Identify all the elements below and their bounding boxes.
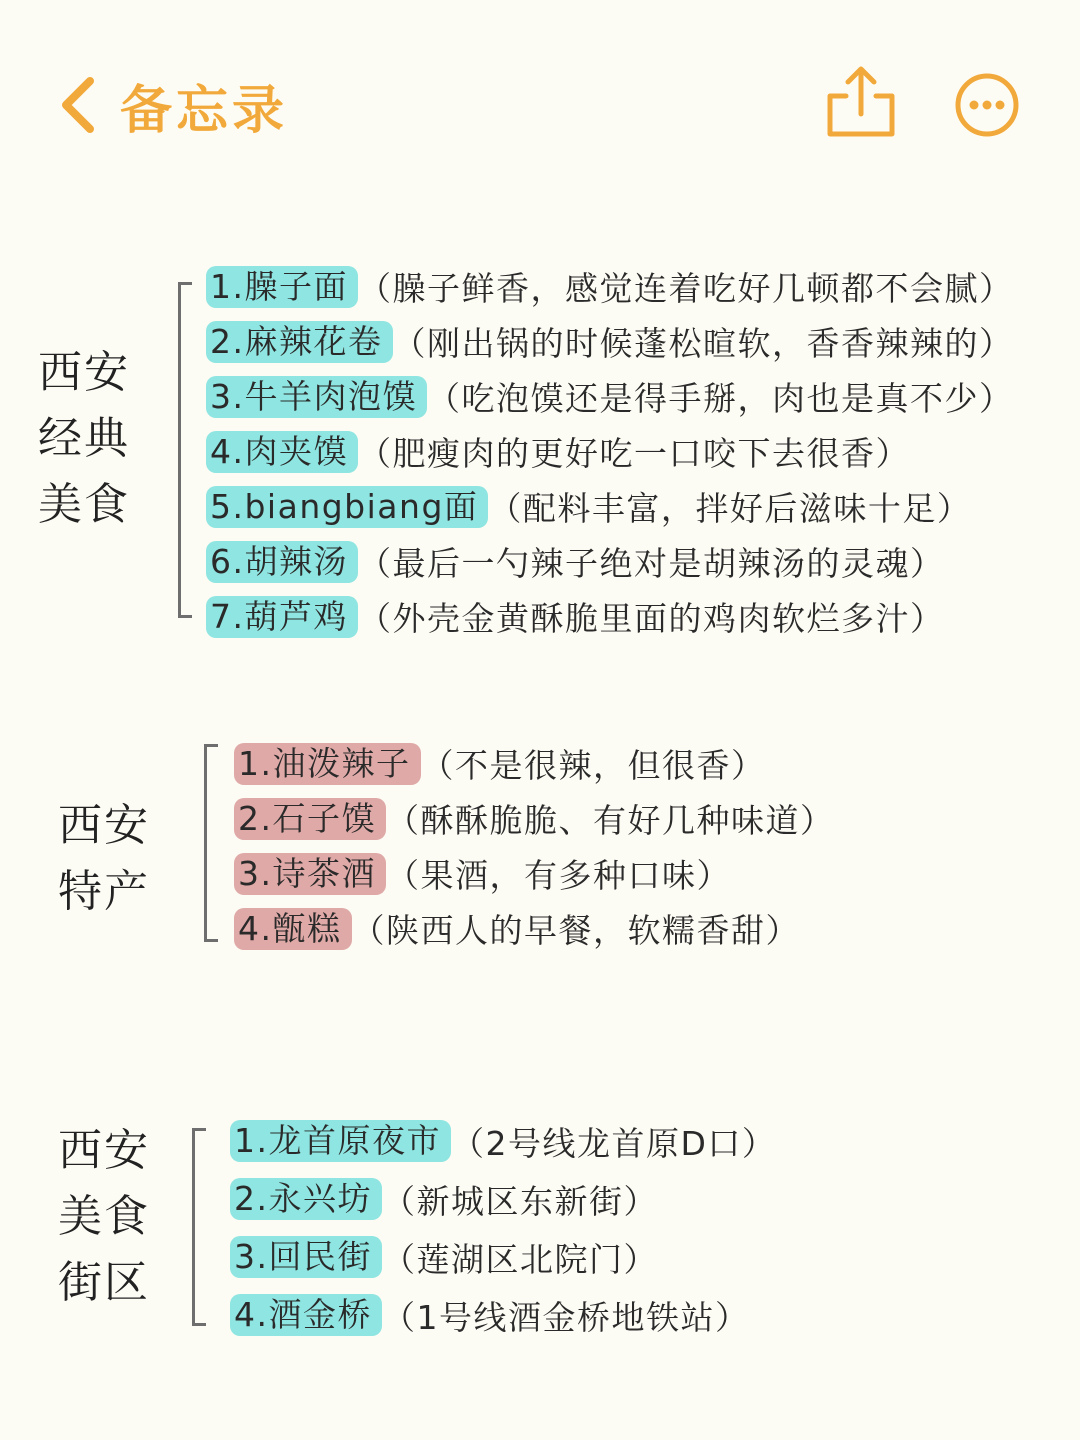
section-title-line: 美食 [38, 479, 130, 530]
section-title-line: 经典 [38, 413, 130, 464]
list-item [230, 1228, 776, 1286]
item-tag: 1.油泼辣子 [234, 743, 421, 785]
item-description: （不是很辣，但很香） [420, 746, 766, 785]
section-title-line: 西安 [58, 800, 150, 851]
more-icon [954, 72, 1020, 138]
item-description: （肥瘦肉的更好吃一口咬下去很香） [358, 434, 910, 473]
section-title [58, 1118, 150, 1316]
item-tag: 1.龙首原夜市 [230, 1120, 451, 1162]
item-tag: 5.biangbiang面 [206, 486, 488, 528]
list-item [206, 259, 1014, 314]
list-item [230, 1286, 776, 1344]
section-title-line: 西安 [38, 347, 130, 398]
chevron-left-icon [58, 75, 98, 135]
list-item [206, 369, 1014, 424]
back-button[interactable] [58, 70, 288, 140]
item-description: （新城区东新街） [382, 1181, 658, 1221]
list-item [230, 1112, 776, 1170]
item-list [230, 1112, 776, 1344]
list-item [234, 791, 835, 846]
item-list [206, 259, 1014, 644]
item-list [234, 736, 835, 956]
list-item [234, 846, 835, 901]
item-description: （刚出锅的时候蓬松暄软，香香辣辣的） [392, 324, 1014, 363]
list-item [206, 314, 1014, 369]
item-tag: 2.麻辣花卷 [206, 321, 393, 363]
share-button[interactable] [820, 62, 900, 142]
section-title [58, 793, 150, 925]
section-title [38, 340, 130, 538]
item-description: （最后一勺辣子绝对是胡辣汤的灵魂） [358, 544, 945, 583]
list-item [234, 736, 835, 791]
item-tag: 1.臊子面 [206, 266, 358, 308]
bracket-divider [178, 282, 181, 618]
item-tag: 2.石子馍 [234, 798, 386, 840]
list-item [234, 901, 835, 956]
bracket-divider [192, 1128, 195, 1326]
list-item [206, 424, 1014, 479]
section-title-line: 街区 [58, 1257, 150, 1308]
list-item [206, 589, 1014, 644]
item-tag: 3.牛羊肉泡馍 [206, 376, 427, 418]
item-description: （酥酥脆脆、有好几种味道） [386, 801, 835, 840]
item-description: （配料丰富，拌好后滋味十足） [488, 489, 972, 528]
back-label: 备忘录 [120, 80, 289, 141]
item-description: （莲湖区北院门） [382, 1239, 658, 1279]
share-icon [820, 62, 900, 142]
navigation-bar [0, 0, 1080, 210]
list-item [206, 534, 1014, 589]
item-description: （2号线龙首原D口） [451, 1123, 777, 1163]
section-title-line: 特产 [58, 866, 150, 917]
item-description: （果酒，有多种口味） [386, 856, 731, 895]
item-description: （陕西人的早餐，软糯香甜） [351, 911, 800, 950]
item-tag: 4.肉夹馍 [206, 431, 358, 473]
section-title-line: 西安 [58, 1125, 150, 1176]
list-item [206, 479, 1014, 534]
more-button[interactable] [954, 72, 1020, 138]
item-tag: 4.甑糕 [234, 908, 352, 950]
item-description: （臊子鲜香，感觉连着吃好几顿都不会腻） [358, 269, 1014, 308]
item-tag: 6.胡辣汤 [206, 541, 358, 583]
section-title-line: 美食 [58, 1191, 150, 1242]
bracket-divider [204, 744, 207, 942]
item-tag: 3.诗茶酒 [234, 853, 386, 895]
item-tag: 4.酒金桥 [230, 1294, 382, 1336]
item-description: （1号线酒金桥地铁站） [382, 1297, 750, 1337]
item-description: （外壳金黄酥脆里面的鸡肉软烂多汁） [358, 599, 945, 638]
item-tag: 3.回民街 [230, 1236, 382, 1278]
list-item [230, 1170, 776, 1228]
item-description: （吃泡馍还是得手掰，肉也是真不少） [427, 379, 1014, 418]
item-tag: 7.葫芦鸡 [206, 596, 358, 638]
item-tag: 2.永兴坊 [230, 1178, 382, 1220]
